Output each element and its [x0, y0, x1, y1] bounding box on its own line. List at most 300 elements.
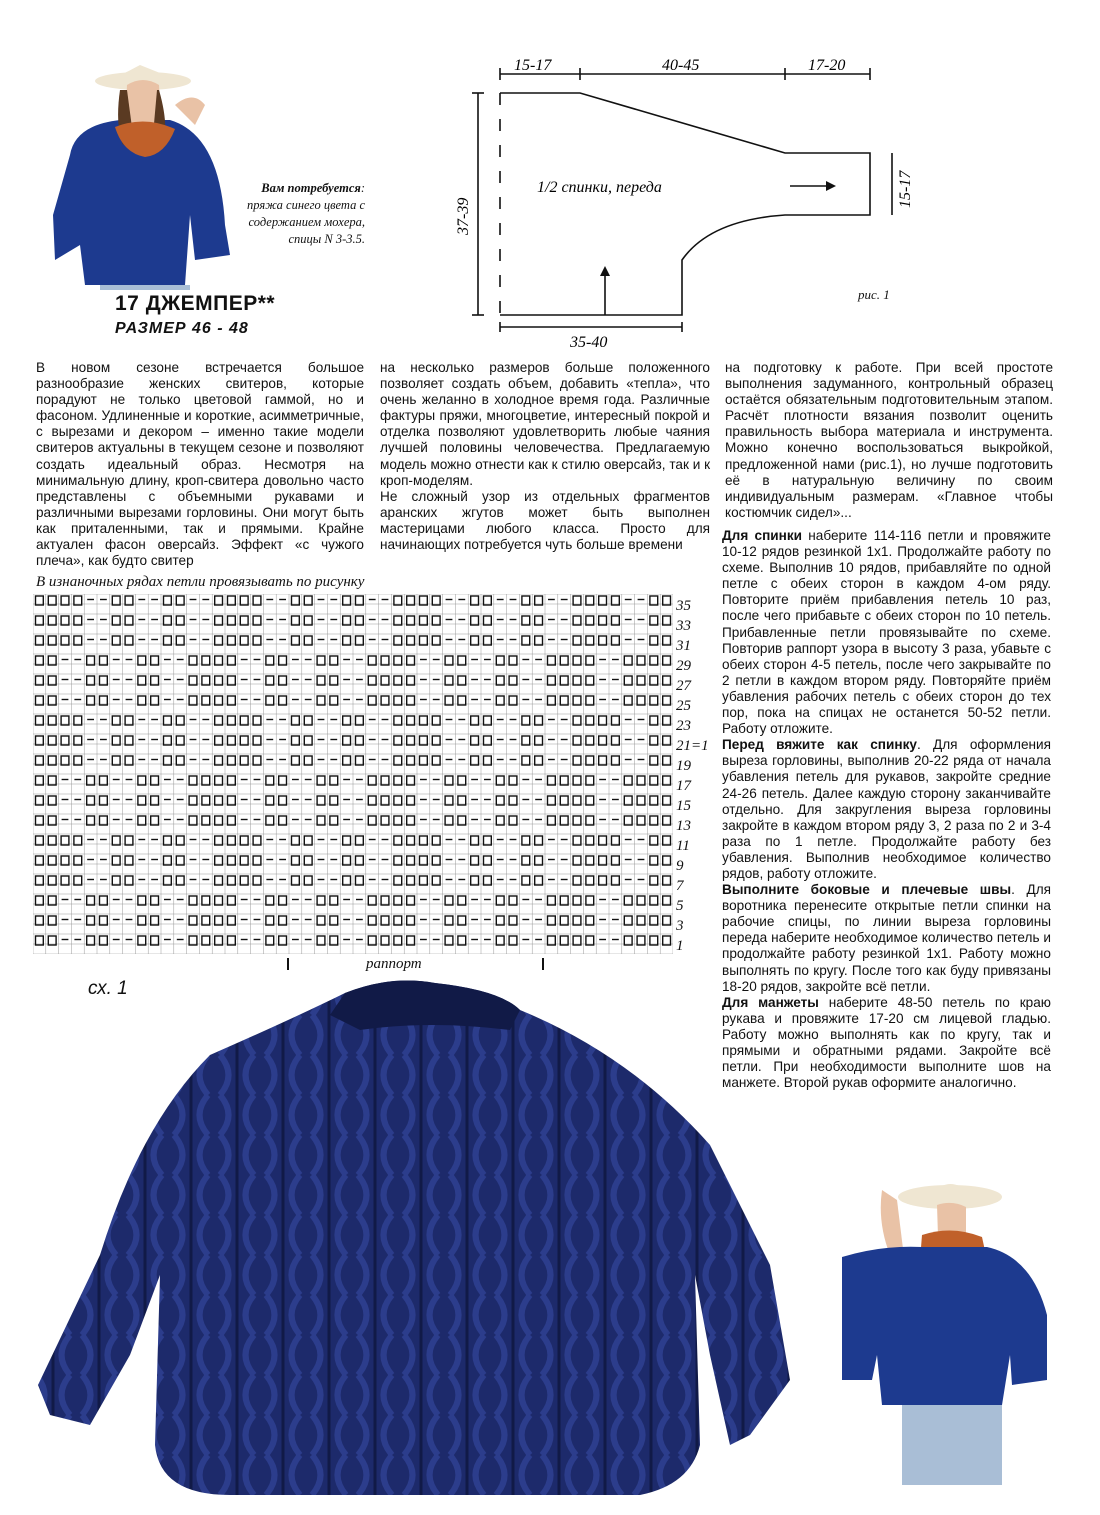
- knit-stitch-symbol: [48, 696, 56, 705]
- knit-stitch-symbol: [330, 936, 338, 945]
- knit-stitch-symbol: [407, 816, 415, 825]
- knit-stitch-symbol: [202, 896, 210, 905]
- knit-stitch-symbol: [586, 636, 594, 645]
- knit-stitch-symbol: [394, 636, 402, 645]
- knit-stitch-symbol: [48, 876, 56, 885]
- knit-stitch-symbol: [228, 696, 236, 705]
- knit-stitch-symbol: [624, 936, 632, 945]
- knit-stitch-symbol: [189, 916, 197, 925]
- knit-stitch-symbol: [573, 696, 581, 705]
- knit-stitch-symbol: [650, 776, 658, 785]
- knit-stitch-symbol: [368, 776, 376, 785]
- knit-stitch-symbol: [509, 656, 517, 665]
- knit-stitch-symbol: [407, 736, 415, 745]
- knit-stitch-symbol: [560, 676, 568, 685]
- knit-stitch-symbol: [599, 756, 607, 765]
- knit-stitch-symbol: [650, 896, 658, 905]
- knit-stitch-symbol: [61, 736, 69, 745]
- knit-stitch-symbol: [535, 736, 543, 745]
- knit-stitch-symbol: [151, 696, 159, 705]
- knit-stitch-symbol: [343, 856, 351, 865]
- knit-stitch-symbol: [176, 756, 184, 765]
- knit-stitch-symbol: [151, 796, 159, 805]
- chart-row-number: 11: [676, 838, 690, 854]
- knit-stitch-symbol: [560, 696, 568, 705]
- knit-stitch-symbol: [317, 936, 325, 945]
- knit-stitch-symbol: [650, 696, 658, 705]
- knit-stitch-symbol: [151, 916, 159, 925]
- instruction-paragraph: [722, 737, 1051, 882]
- knit-stitch-symbol: [394, 816, 402, 825]
- knit-stitch-symbol: [330, 676, 338, 685]
- knit-stitch-symbol: [650, 836, 658, 845]
- knit-stitch-symbol: [356, 836, 364, 845]
- knit-stitch-symbol: [420, 636, 428, 645]
- knit-stitch-symbol: [61, 756, 69, 765]
- knit-stitch-symbol: [432, 616, 440, 625]
- knit-stitch-symbol: [548, 916, 556, 925]
- knit-stitch-symbol: [496, 776, 504, 785]
- knit-stitch-symbol: [279, 656, 287, 665]
- knit-stitch-symbol: [560, 776, 568, 785]
- knit-stitch-symbol: [407, 756, 415, 765]
- sweater-photo: [30, 975, 800, 1510]
- knit-stitch-symbol: [164, 836, 172, 845]
- knit-stitch-symbol: [279, 816, 287, 825]
- knit-stitch-symbol: [663, 636, 671, 645]
- knit-stitch-symbol: [292, 756, 300, 765]
- knit-stitch-symbol: [599, 876, 607, 885]
- knit-stitch-symbol: [420, 876, 428, 885]
- knitting-chart: [33, 594, 673, 954]
- knit-stitch-symbol: [228, 676, 236, 685]
- knit-stitch-symbol: [663, 716, 671, 725]
- knit-stitch-symbol: [624, 776, 632, 785]
- knit-stitch-symbol: [509, 796, 517, 805]
- knit-stitch-symbol: [471, 876, 479, 885]
- knit-stitch-symbol: [164, 756, 172, 765]
- knit-stitch-symbol: [496, 696, 504, 705]
- knit-stitch-symbol: [48, 816, 56, 825]
- knit-stitch-symbol: [586, 756, 594, 765]
- knit-stitch-symbol: [317, 916, 325, 925]
- knit-stitch-symbol: [74, 636, 82, 645]
- knit-stitch-symbol: [484, 616, 492, 625]
- chart-row-number: 27: [676, 678, 691, 694]
- knit-stitch-symbol: [228, 916, 236, 925]
- instruction-text: наберите 48-50 петель по краю рукава и провяжите 17-20 см лицевой гладью. Работу можно выполнять как по кругу, так и прямыми и обратными рядами. Закройте всё петли. При необходимости выполните шов на манжете. Второй рукав оформите аналогично.: [722, 994, 1051, 1091]
- knit-stitch-symbol: [36, 656, 44, 665]
- chart-row-number: 5: [676, 898, 684, 914]
- knit-stitch-symbol: [420, 856, 428, 865]
- knit-stitch-symbol: [471, 836, 479, 845]
- knit-stitch-symbol: [522, 856, 530, 865]
- knit-stitch-symbol: [100, 896, 108, 905]
- knit-stitch-symbol: [240, 756, 248, 765]
- figure-caption: рис. 1: [858, 287, 890, 302]
- knit-stitch-symbol: [522, 616, 530, 625]
- knit-stitch-symbol: [36, 636, 44, 645]
- knit-stitch-symbol: [573, 636, 581, 645]
- knit-stitch-symbol: [573, 816, 581, 825]
- knit-stitch-symbol: [484, 876, 492, 885]
- knit-stitch-symbol: [317, 656, 325, 665]
- knit-stitch-symbol: [292, 716, 300, 725]
- knit-stitch-symbol: [522, 636, 530, 645]
- knit-stitch-symbol: [381, 916, 389, 925]
- knit-stitch-symbol: [304, 616, 312, 625]
- knit-stitch-symbol: [176, 616, 184, 625]
- knit-stitch-symbol: [74, 836, 82, 845]
- knit-stitch-symbol: [573, 776, 581, 785]
- knit-stitch-symbol: [560, 656, 568, 665]
- knit-stitch-symbol: [663, 876, 671, 885]
- knit-stitch-symbol: [189, 696, 197, 705]
- knit-stitch-symbol: [381, 896, 389, 905]
- knit-stitch-symbol: [279, 936, 287, 945]
- knit-stitch-symbol: [394, 936, 402, 945]
- knit-stitch-symbol: [228, 776, 236, 785]
- knit-stitch-symbol: [48, 656, 56, 665]
- knit-stitch-symbol: [663, 816, 671, 825]
- knit-stitch-symbol: [458, 656, 466, 665]
- knit-stitch-symbol: [407, 796, 415, 805]
- knit-stitch-symbol: [599, 736, 607, 745]
- knit-stitch-symbol: [292, 596, 300, 605]
- knit-stitch-symbol: [624, 816, 632, 825]
- knit-stitch-symbol: [663, 596, 671, 605]
- knit-stitch-symbol: [164, 716, 172, 725]
- knit-stitch-symbol: [663, 676, 671, 685]
- knit-stitch-symbol: [586, 616, 594, 625]
- knit-stitch-symbol: [445, 676, 453, 685]
- knit-stitch-symbol: [650, 736, 658, 745]
- knit-stitch-symbol: [586, 876, 594, 885]
- knit-stitch-symbol: [215, 776, 223, 785]
- knit-stitch-symbol: [253, 596, 261, 605]
- chart-row-number: 15: [676, 798, 691, 814]
- knit-stitch-symbol: [637, 796, 645, 805]
- knit-stitch-symbol: [586, 836, 594, 845]
- knit-stitch-symbol: [87, 816, 95, 825]
- knit-stitch-symbol: [650, 636, 658, 645]
- knit-stitch-symbol: [240, 596, 248, 605]
- knit-stitch-symbol: [496, 936, 504, 945]
- knit-stitch-symbol: [599, 836, 607, 845]
- knit-stitch-symbol: [48, 616, 56, 625]
- knit-stitch-symbol: [381, 656, 389, 665]
- knit-stitch-symbol: [61, 836, 69, 845]
- knit-stitch-symbol: [484, 856, 492, 865]
- materials-line: спицы N 3-3.5.: [288, 232, 365, 246]
- chart-row-number: 33: [676, 618, 691, 634]
- knit-stitch-symbol: [445, 656, 453, 665]
- knit-stitch-symbol: [548, 656, 556, 665]
- knit-stitch-symbol: [215, 716, 223, 725]
- knit-stitch-symbol: [279, 896, 287, 905]
- chart-row-number: 17: [676, 778, 691, 794]
- instruction-lead: Для манжеты: [722, 994, 819, 1010]
- knit-stitch-symbol: [650, 616, 658, 625]
- knit-stitch-symbol: [36, 776, 44, 785]
- knit-stitch-symbol: [573, 676, 581, 685]
- knit-stitch-symbol: [509, 896, 517, 905]
- knit-stitch-symbol: [330, 816, 338, 825]
- knit-stitch-symbol: [637, 816, 645, 825]
- knit-stitch-symbol: [304, 756, 312, 765]
- diagram-label: 1/2 спинки, переда: [537, 179, 662, 196]
- knit-stitch-symbol: [292, 856, 300, 865]
- chart-row-number: 23: [676, 718, 691, 734]
- knit-stitch-symbol: [292, 736, 300, 745]
- knit-stitch-symbol: [253, 836, 261, 845]
- knit-stitch-symbol: [48, 776, 56, 785]
- knit-stitch-symbol: [330, 796, 338, 805]
- knit-stitch-symbol: [484, 596, 492, 605]
- knit-stitch-symbol: [36, 736, 44, 745]
- knit-stitch-symbol: [266, 896, 274, 905]
- knit-stitch-symbol: [356, 756, 364, 765]
- knit-stitch-symbol: [202, 816, 210, 825]
- knit-stitch-symbol: [304, 716, 312, 725]
- knit-stitch-symbol: [612, 716, 620, 725]
- knit-stitch-symbol: [356, 616, 364, 625]
- knit-stitch-symbol: [407, 936, 415, 945]
- intro-text: на несколько размеров больше положенного позволяет создать объем, добавить «тепла», что очень желанно в холодное время года. Различные фактуры пряжи, многоцветие, интересный покрой и отделка позволяют удовлетворить любые чаяния лучшей половины человечества. Предлагаемую модель можно отнести как к стилю оверсайз, так и к кроп-моделям.: [380, 360, 711, 488]
- knit-stitch-symbol: [87, 676, 95, 685]
- knit-stitch-symbol: [394, 796, 402, 805]
- knit-stitch-symbol: [522, 716, 530, 725]
- knit-stitch-symbol: [240, 616, 248, 625]
- dim-top-left: 15-17: [514, 57, 552, 74]
- knit-stitch-symbol: [112, 876, 120, 885]
- knit-stitch-symbol: [663, 796, 671, 805]
- knit-stitch-symbol: [420, 836, 428, 845]
- knit-stitch-symbol: [266, 936, 274, 945]
- instruction-text: . Для воротника перенесите открытые петли спинки на рабочие спицы, по линии выреза горловины переда наберите необходимое количество петель и продолжайте работу резинкой 1х1. Работу можно выполнять по кругу. После того как буду привязаны 18-20 рядов, закройте всё петли.: [722, 882, 1051, 994]
- knit-stitch-symbol: [484, 756, 492, 765]
- knit-stitch-symbol: [586, 676, 594, 685]
- intro-text: на подготовку к работе. При всей простоте выполнения задуманного, контрольный образец остаётся обязательным подготовительным этапом. Расчёт плотности вязания позволит оценить правильность выбора материала и инструмента. Можно конечно воспользоваться выкройкой, предложенной нами (рис.1), но лучше подготовить её в натуральную величину по своим индивидуальным размерам. «Главное чтобы костюмчик сидел»...: [725, 360, 1053, 520]
- knit-stitch-symbol: [292, 636, 300, 645]
- knit-stitch-symbol: [509, 916, 517, 925]
- knit-stitch-symbol: [343, 756, 351, 765]
- knit-stitch-symbol: [151, 676, 159, 685]
- knit-stitch-symbol: [599, 596, 607, 605]
- knit-stitch-symbol: [612, 736, 620, 745]
- knit-stitch-symbol: [215, 696, 223, 705]
- knit-stitch-symbol: [599, 856, 607, 865]
- knit-stitch-symbol: [586, 796, 594, 805]
- knit-stitch-symbol: [48, 596, 56, 605]
- knit-stitch-symbol: [215, 876, 223, 885]
- knit-stitch-symbol: [125, 856, 133, 865]
- knit-stitch-symbol: [394, 656, 402, 665]
- knit-stitch-symbol: [61, 616, 69, 625]
- knit-stitch-symbol: [343, 836, 351, 845]
- knit-stitch-symbol: [176, 716, 184, 725]
- knit-stitch-symbol: [151, 936, 159, 945]
- knit-stitch-symbol: [522, 596, 530, 605]
- chart-row-number: 21=1: [676, 738, 709, 754]
- knit-stitch-symbol: [458, 936, 466, 945]
- knit-stitch-symbol: [496, 656, 504, 665]
- knit-stitch-symbol: [317, 796, 325, 805]
- knit-stitch-symbol: [599, 716, 607, 725]
- knit-stitch-symbol: [458, 816, 466, 825]
- knit-stitch-symbol: [612, 756, 620, 765]
- knit-stitch-symbol: [215, 616, 223, 625]
- knit-stitch-symbol: [74, 876, 82, 885]
- knit-stitch-symbol: [535, 856, 543, 865]
- knit-stitch-symbol: [228, 636, 236, 645]
- knit-stitch-symbol: [279, 776, 287, 785]
- knit-stitch-symbol: [471, 616, 479, 625]
- knit-stitch-symbol: [573, 596, 581, 605]
- knit-stitch-symbol: [343, 636, 351, 645]
- knit-stitch-symbol: [36, 856, 44, 865]
- knit-stitch-symbol: [61, 716, 69, 725]
- knit-stitch-symbol: [624, 676, 632, 685]
- knit-stitch-symbol: [164, 856, 172, 865]
- knit-stitch-symbol: [61, 876, 69, 885]
- knit-stitch-symbol: [215, 856, 223, 865]
- knit-stitch-symbol: [317, 816, 325, 825]
- knit-stitch-symbol: [100, 816, 108, 825]
- knit-stitch-symbol: [612, 636, 620, 645]
- knit-stitch-symbol: [407, 836, 415, 845]
- knit-stitch-symbol: [650, 716, 658, 725]
- knit-stitch-symbol: [637, 896, 645, 905]
- knit-stitch-symbol: [471, 856, 479, 865]
- knit-stitch-symbol: [445, 916, 453, 925]
- knit-stitch-symbol: [36, 616, 44, 625]
- knit-stitch-symbol: [87, 656, 95, 665]
- knit-stitch-symbol: [573, 616, 581, 625]
- knit-stitch-symbol: [394, 696, 402, 705]
- knit-stitch-symbol: [612, 856, 620, 865]
- knit-stitch-symbol: [202, 676, 210, 685]
- knit-stitch-symbol: [394, 916, 402, 925]
- knit-stitch-symbol: [304, 836, 312, 845]
- rapport-label: раппорт: [366, 956, 422, 972]
- knit-stitch-symbol: [138, 816, 146, 825]
- knit-stitch-symbol: [535, 716, 543, 725]
- knit-stitch-symbol: [189, 816, 197, 825]
- knit-stitch-symbol: [496, 816, 504, 825]
- knit-stitch-symbol: [36, 596, 44, 605]
- knit-stitch-symbol: [612, 836, 620, 845]
- knit-stitch-symbol: [240, 856, 248, 865]
- chart-row-number: 13: [676, 818, 691, 834]
- knit-stitch-symbol: [87, 776, 95, 785]
- knit-stitch-symbol: [279, 676, 287, 685]
- pattern-schematic: [440, 50, 920, 350]
- knit-stitch-symbol: [240, 716, 248, 725]
- knit-stitch-symbol: [228, 896, 236, 905]
- knit-stitch-symbol: [663, 836, 671, 845]
- knit-stitch-symbol: [471, 716, 479, 725]
- chart-row-number: 9: [676, 858, 684, 874]
- knit-stitch-symbol: [432, 636, 440, 645]
- knit-stitch-symbol: [573, 656, 581, 665]
- knit-stitch-symbol: [215, 896, 223, 905]
- materials-label: Вам потребуется: [261, 181, 361, 195]
- knit-stitch-symbol: [560, 816, 568, 825]
- knit-stitch-symbol: [125, 616, 133, 625]
- knit-stitch-symbol: [202, 936, 210, 945]
- chart-note: В изнаночных рядах петли провязывать по рисунку: [36, 574, 365, 590]
- dim-top-mid: 40-45: [662, 57, 700, 74]
- knit-stitch-symbol: [112, 836, 120, 845]
- knit-stitch-symbol: [253, 736, 261, 745]
- knit-stitch-symbol: [36, 876, 44, 885]
- knit-stitch-symbol: [407, 856, 415, 865]
- knit-stitch-symbol: [215, 636, 223, 645]
- knit-stitch-symbol: [420, 736, 428, 745]
- knit-stitch-symbol: [573, 836, 581, 845]
- knit-stitch-symbol: [445, 816, 453, 825]
- knit-stitch-symbol: [48, 716, 56, 725]
- knit-stitch-symbol: [432, 856, 440, 865]
- knit-stitch-symbol: [471, 756, 479, 765]
- knit-stitch-symbol: [228, 616, 236, 625]
- knit-stitch-symbol: [100, 796, 108, 805]
- knit-stitch-symbol: [304, 636, 312, 645]
- knit-stitch-symbol: [330, 916, 338, 925]
- knit-stitch-symbol: [624, 896, 632, 905]
- knit-stitch-symbol: [484, 716, 492, 725]
- knit-stitch-symbol: [650, 876, 658, 885]
- knit-stitch-symbol: [228, 596, 236, 605]
- knit-stitch-symbol: [304, 596, 312, 605]
- knit-stitch-symbol: [407, 636, 415, 645]
- knit-stitch-symbol: [215, 796, 223, 805]
- knit-stitch-symbol: [663, 696, 671, 705]
- knit-stitch-symbol: [637, 916, 645, 925]
- knit-stitch-symbol: [445, 696, 453, 705]
- knit-stitch-symbol: [381, 816, 389, 825]
- chart-row-number: 19: [676, 758, 691, 774]
- knit-stitch-symbol: [304, 736, 312, 745]
- knit-stitch-symbol: [394, 896, 402, 905]
- knit-stitch-symbol: [87, 896, 95, 905]
- knit-stitch-symbol: [368, 696, 376, 705]
- knit-stitch-symbol: [253, 636, 261, 645]
- intro-text: Не сложный узор из отдельных фрагментов аранских жгутов может быть выполнен мастерицами любого класса. Просто для начинающих потребуется чуть больше времени: [380, 488, 710, 553]
- knit-stitch-symbol: [650, 816, 658, 825]
- knit-stitch-symbol: [458, 696, 466, 705]
- knit-stitch-symbol: [445, 796, 453, 805]
- knit-stitch-symbol: [138, 656, 146, 665]
- knit-stitch-symbol: [61, 856, 69, 865]
- knit-stitch-symbol: [343, 736, 351, 745]
- knit-stitch-symbol: [458, 916, 466, 925]
- knit-stitch-symbol: [112, 596, 120, 605]
- knit-stitch-symbol: [125, 736, 133, 745]
- knit-stitch-symbol: [573, 796, 581, 805]
- knit-stitch-symbol: [125, 636, 133, 645]
- knit-stitch-symbol: [330, 896, 338, 905]
- knit-stitch-symbol: [292, 876, 300, 885]
- knit-stitch-symbol: [586, 736, 594, 745]
- knit-stitch-symbol: [164, 636, 172, 645]
- knit-stitch-symbol: [573, 936, 581, 945]
- knit-stitch-symbol: [650, 656, 658, 665]
- knit-stitch-symbol: [445, 776, 453, 785]
- knit-stitch-symbol: [432, 596, 440, 605]
- knit-stitch-symbol: [420, 716, 428, 725]
